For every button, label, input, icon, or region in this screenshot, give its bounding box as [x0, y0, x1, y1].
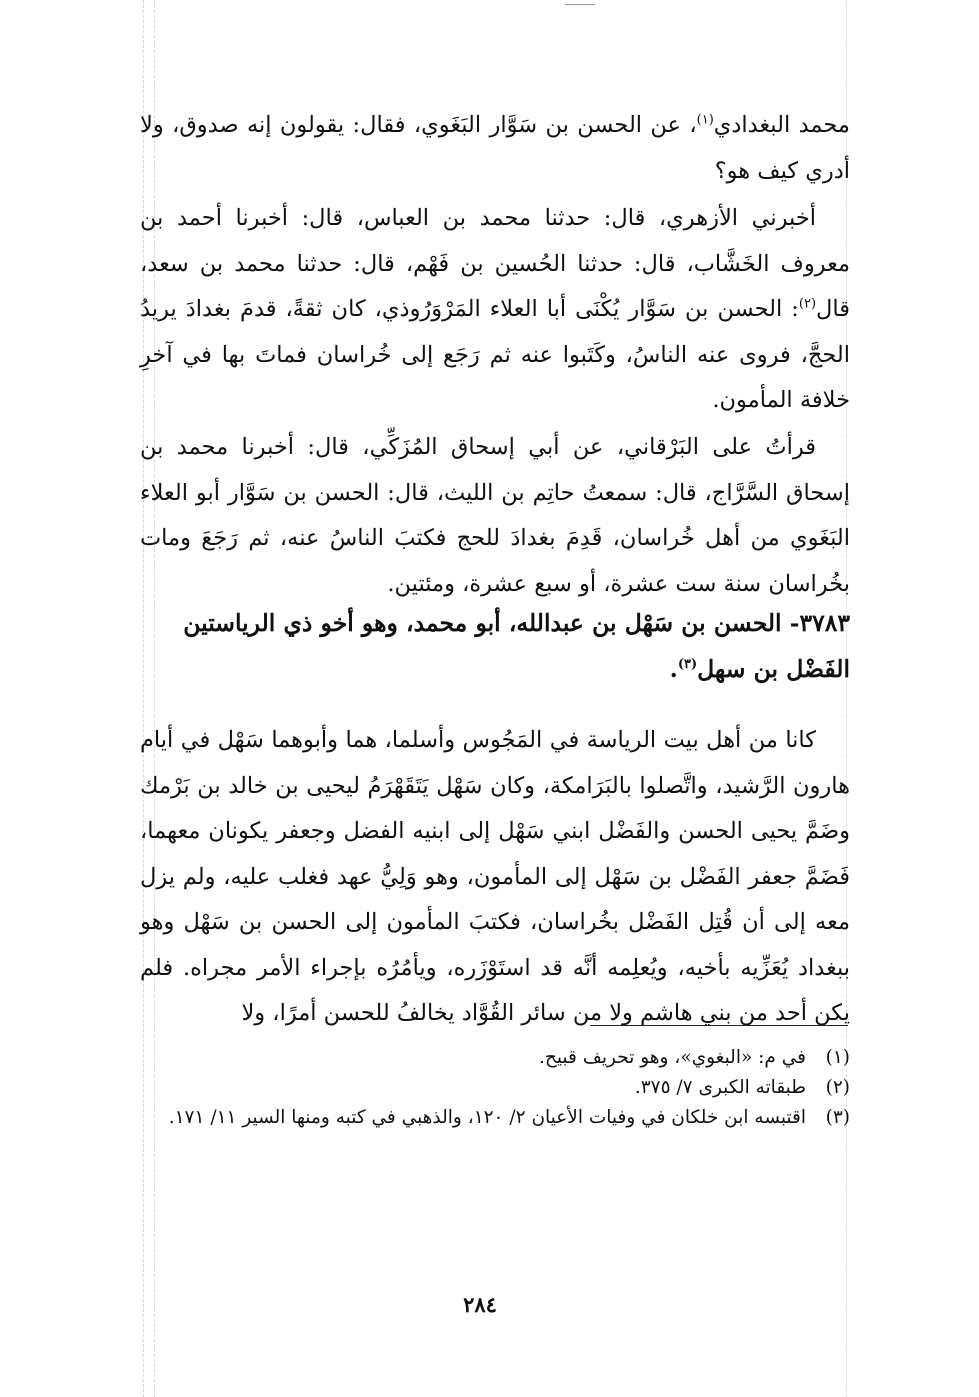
paragraph-1: [140, 103, 850, 194]
paragraph-4: [140, 718, 850, 1037]
page-number: ٢٨٤: [463, 1292, 497, 1317]
footnote-text: في م: «البغوي»، وهو تحريف قبيح.: [539, 1047, 806, 1068]
footnote-ref-2: (٢): [798, 296, 817, 312]
paragraph-1-text-start: محمد البغدادي: [713, 112, 850, 138]
footnote-separator: [590, 1025, 848, 1026]
paragraph-2-text-start: أخبرني الأزهري، قال: حدثنا محمد بن العباس، قال: أخبرنا أحمد بن معروف الخَشَّاب، قال: حدثنا الحُسين بن فَهْم، قال: حدثنا محمد بن سعد، قال: [140, 205, 850, 322]
footnotes: [140, 1043, 850, 1133]
footnote-number: (٢): [825, 1077, 850, 1098]
paragraph-3-text: قرأتُ على البَرْقاني، عن أبي إسحاق المُزَكِّي، قال: أخبرنا محمد بن إسحاق السَّرَّاج، قال: سمعتُ حاتِم بن الليث، قال: الحسن بن سَوَّار أبو العلاء البَغَوي من أهل خُراسان، قَدِمَ بغدادَ للحج فكتبَ الناسُ عنه، ثم رَجَعَ ومات بخُراسان سنة ست عشرة، أو سبع عشرة، ومئتين.: [140, 434, 850, 597]
entry-heading-text: ٣٧٨٣- الحسن بن سَهْل بن عبدالله، أبو محمد، وهو أخو ذي الرياستين الفَضْل بن سهل: [183, 609, 850, 683]
footnote-number: (٣): [825, 1107, 850, 1128]
footnote-number: (١): [825, 1047, 850, 1068]
footnote-text: اقتبسه ابن خلكان في وفيات الأعيان ٢/ ١٢٠، والذهبي في كتبه ومنها السير ١١/ ١٧١.: [168, 1107, 806, 1128]
footnote-ref-1: (١): [696, 112, 714, 128]
entry-heading: [140, 600, 850, 692]
entry-heading-trail: .: [669, 655, 678, 683]
footnote-item: [140, 1103, 850, 1133]
footnote-ref-3: (٣): [677, 657, 698, 673]
paragraph-4-text: كانا من أهل بيت الرياسة في المَجُوس وأسلما، هما وأبوهما سَهْل في أيام هارون الرَّشيد، واتَّصلوا بالبَرَامكة، وكان سَهْل يَتَقَهْرَمُ ليحيى بن خالد بن بَرْمك وضَمَّ يحيى الحسن والفَضْل ابني سَهْل إلى ابنيه الفضل وجعفر يكونان معهما، فَضَمَّ جعفر الفَضْل بن سَهْل إلى المأمون، وهو وَلِيُّ عهد فغلب عليه، ولم يزل معه إلى أن قُتِل الفَضْل بخُراسان، فكتبَ المأمون إلى الحسن بن سَهْل وهو ببغداد يُعَزِّيه بأخيه، ويُعلِمه أنَّه قد استَوْزَره، ويأمُرُه بإجراء الأمر مجراه. فلم يكن أحد من بني هاشم ولا من سائر القُوَّاد يخالفُ للحسن أمرًا، ولا: [140, 727, 850, 1026]
top-edge-mark: [565, 0, 595, 5]
paragraph-2-text-end: : الحسن بن سَوَّار يُكْنَى أبا العلاء المَرْوَرُوذي، كان ثقةً، قدمَ بغدادَ يريدُ الحجَّ، فروى عنه الناسُ، وكَتَبوا عنه ثم رَجَع إلى خُراسان فماتَ بها في آخرِ خلافة المأمون.: [140, 296, 850, 413]
paragraph-3: [140, 425, 850, 607]
footnote-item: [140, 1043, 850, 1073]
paragraph-2: [140, 196, 850, 424]
footnote-item: [140, 1073, 850, 1103]
footnote-text: طبقاته الكبرى ٧/ ٣٧٥.: [634, 1077, 806, 1098]
paragraph-1-text-end: ، عن الحسن بن سَوَّار البَغَوي، فقال: يقولون إنه صدوق، ولا أدري كيف هو؟: [140, 112, 850, 184]
